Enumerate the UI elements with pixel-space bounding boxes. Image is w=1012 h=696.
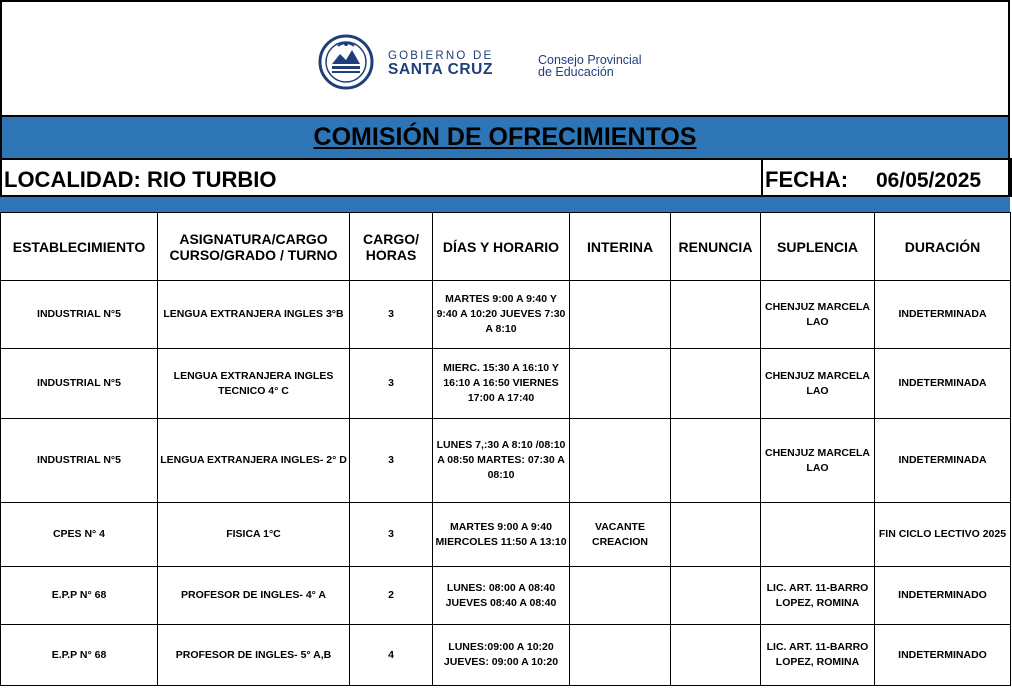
- cell-interina: [570, 625, 671, 686]
- cell-duracion: INDETERMINADO: [875, 567, 1011, 625]
- col-header-duracion: DURACIÓN: [875, 213, 1011, 281]
- cell-establecimiento: E.P.P N° 68: [1, 625, 158, 686]
- col-header-renuncia: RENUNCIA: [671, 213, 761, 281]
- cell-suplencia: LIC. ART. 11-BARRO LOPEZ, ROMINA: [761, 625, 875, 686]
- col-header-suplencia: SUPLENCIA: [761, 213, 875, 281]
- localidad-label: LOCALIDAD: RIO TURBIO: [4, 167, 277, 192]
- council-name-line2: de Educación: [538, 65, 614, 79]
- cell-horario: LUNES 7,:30 A 8:10 /08:10 A 08:50 MARTES: 07:30 A 08:10: [433, 419, 570, 503]
- table-row: [1, 625, 1011, 686]
- cell-horas: 3: [350, 419, 433, 503]
- col-header-horario: DÍAS Y HORARIO: [433, 213, 570, 281]
- cell-asignatura: LENGUA EXTRANJERA INGLES- 2° D: [158, 419, 350, 503]
- cell-establecimiento: CPES N° 4: [1, 503, 158, 567]
- cell-horas: 3: [350, 349, 433, 419]
- table-row: [1, 349, 1011, 419]
- col-header-interina: INTERINA: [570, 213, 671, 281]
- cell-duracion: INDETERMINADO: [875, 625, 1011, 686]
- cell-horario: LUNES: 08:00 A 08:40 JUEVES 08:40 A 08:40: [433, 567, 570, 625]
- cell-horario: MARTES 9:00 A 9:40 MIERCOLES 11:50 A 13:10: [433, 503, 570, 567]
- cell-suplencia: CHENJUZ MARCELA LAO: [761, 419, 875, 503]
- cell-establecimiento: E.P.P N° 68: [1, 567, 158, 625]
- cell-renuncia: [671, 625, 761, 686]
- cell-duracion: INDETERMINADA: [875, 281, 1011, 349]
- table-row: [1, 567, 1011, 625]
- cell-renuncia: [671, 419, 761, 503]
- cell-suplencia: CHENJUZ MARCELA LAO: [761, 349, 875, 419]
- cell-horario: MARTES 9:00 A 9:40 Y 9:40 A 10:20 JUEVES 7:30 A 8:10: [433, 281, 570, 349]
- cell-establecimiento: INDUSTRIAL N°5: [1, 419, 158, 503]
- cell-suplencia: [761, 503, 875, 567]
- cell-horas: 3: [350, 503, 433, 567]
- gov-name-line1: GOBIERNO DE: [388, 50, 494, 62]
- santa-cruz-seal-logo: [318, 34, 374, 90]
- gov-name-line2: SANTA CRUZ: [388, 61, 494, 78]
- cell-horas: 3: [350, 281, 433, 349]
- cell-asignatura: LENGUA EXTRANJERA INGLES TECNICO 4° C: [158, 349, 350, 419]
- cell-interina: [570, 567, 671, 625]
- table-row: [1, 419, 1011, 503]
- cell-horario: MIERC. 15:30 A 16:10 Y 16:10 A 16:50 VIERNES 17:00 A 17:40: [433, 349, 570, 419]
- cell-establecimiento: INDUSTRIAL N°5: [1, 281, 158, 349]
- col-header-asignatura: ASIGNATURA/CARGO CURSO/GRADO / TURNO: [158, 213, 350, 281]
- council-name-line1: Consejo Provincial: [538, 53, 642, 67]
- separator-strip: [0, 197, 1010, 212]
- cell-renuncia: [671, 281, 761, 349]
- cell-suplencia: LIC. ART. 11-BARRO LOPEZ, ROMINA: [761, 567, 875, 625]
- cell-interina: [570, 281, 671, 349]
- cell-horario: LUNES:09:00 A 10:20 JUEVES: 09:00 A 10:20: [433, 625, 570, 686]
- cell-renuncia: [671, 349, 761, 419]
- cell-horas: 2: [350, 567, 433, 625]
- cell-interina: VACANTE CREACION: [570, 503, 671, 567]
- cell-interina: [570, 349, 671, 419]
- fecha-box: [761, 158, 1012, 197]
- cell-asignatura: LENGUA EXTRANJERA INGLES 3°B: [158, 281, 350, 349]
- cell-duracion: FIN CICLO LECTIVO 2025: [875, 503, 1011, 567]
- document-header: [0, 0, 1010, 117]
- cell-renuncia: [671, 503, 761, 567]
- cell-asignatura: PROFESOR DE INGLES- 4° A: [158, 567, 350, 625]
- cell-horas: 4: [350, 625, 433, 686]
- cell-asignatura: FISICA 1°C: [158, 503, 350, 567]
- table-row: [1, 503, 1011, 567]
- cell-renuncia: [671, 567, 761, 625]
- cell-suplencia: CHENJUZ MARCELA LAO: [761, 281, 875, 349]
- document-title: COMISIÓN DE OFRECIMIENTOS: [313, 123, 697, 151]
- localidad-row: [0, 158, 1010, 197]
- table-header-row: [1, 213, 1011, 281]
- offers-table: [0, 212, 1011, 686]
- cell-asignatura: PROFESOR DE INGLES- 5° A,B: [158, 625, 350, 686]
- cell-establecimiento: INDUSTRIAL N°5: [1, 349, 158, 419]
- cell-duracion: INDETERMINADA: [875, 419, 1011, 503]
- cell-interina: [570, 419, 671, 503]
- col-header-horas: CARGO/ HORAS: [350, 213, 433, 281]
- table-row: [1, 281, 1011, 349]
- col-header-establecimiento: ESTABLECIMIENTO: [1, 213, 158, 281]
- fecha-value: 06/05/2025: [876, 169, 982, 192]
- cell-duracion: INDETERMINADA: [875, 349, 1011, 419]
- title-bar: [0, 117, 1010, 158]
- fecha-label: FECHA:: [765, 167, 849, 192]
